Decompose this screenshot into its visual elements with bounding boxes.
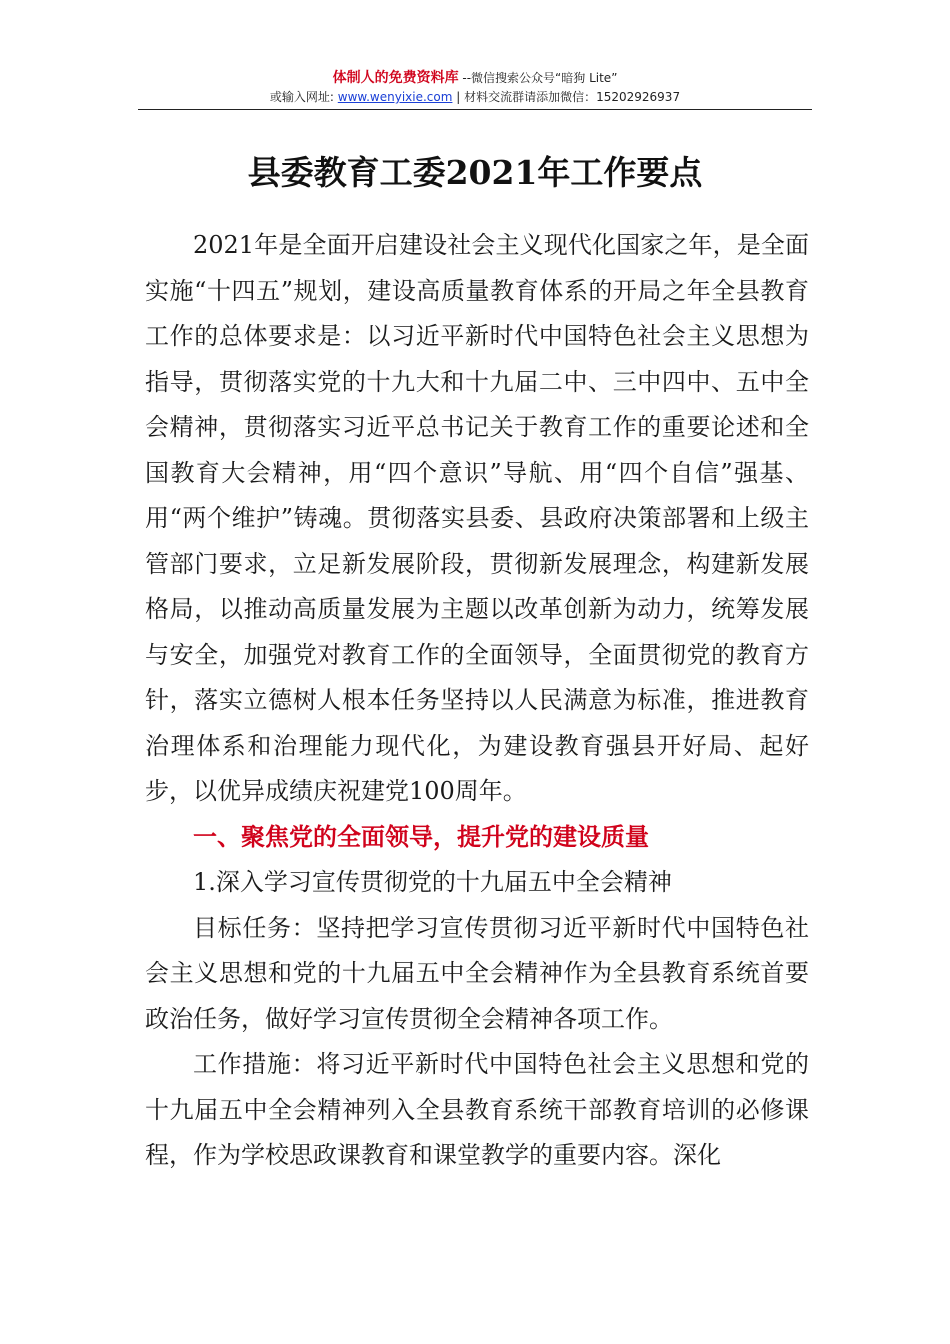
header-contact: | 材料交流群请添加微信：15202926937	[452, 90, 681, 104]
measures-paragraph: 工作措施：将习近平新时代中国特色社会主义思想和党的十九届五中全会精神列入全县教育系统干部教育培训的必修课程，作为学校思政课教育和课堂教学的重要内容。深化	[145, 1050, 809, 1169]
header-website-link[interactable]: www.wenyixie.com	[337, 90, 453, 104]
section-heading-1: 一、聚焦党的全面领导，提升党的建设质量	[193, 822, 649, 851]
item-heading-1: 1.深入学习宣传贯彻党的十九届五中全会精神	[193, 868, 672, 896]
header-url-prefix: 或输入网址:	[269, 90, 338, 104]
document-title: 县委教育工委2021年工作要点	[247, 153, 703, 192]
header-line-2	[0, 88, 950, 106]
header-line-1	[0, 68, 950, 88]
header-note: --微信搜索公众号“暗狗 Lite”	[458, 71, 618, 85]
page-header	[0, 68, 950, 106]
header-brand: 体制人的免费资料库	[332, 70, 459, 86]
target-paragraph: 目标任务：坚持把学习宣传贯彻习近平新时代中国特色社会主义思想和党的十九届五中全会精神作为全县教育系统首要政治任务，做好学习宣传贯彻全会精神各项工作。	[145, 913, 809, 1033]
header-divider	[138, 109, 812, 110]
document-body	[145, 223, 809, 1179]
intro-paragraph: 2021年是全面开启建设社会主义现代化国家之年，是全面实施“十四五”规划，建设高质量教育体系的开局之年全县教育工作的总体要求是：以习近平新时代中国特色社会主义思想为指导，贯彻落实党的十九大和十九届二中、三中四中、五中全会精神，贯彻落实习近平总书记关于教育工作的重要论述和全国教育大会精神，用“四个意识”导航、用“四个自信”强基、用“两个维护”铸魂。贯彻落实县委、县政府决策部署和上级主管部门要求，立足新发展阶段，贯彻新发展理念，构建新发展格局，以推动高质量发展为主题以改革创新为动力，统筹发展与安全，加强党对教育工作的全面领导，全面贯彻党的教育方针，落实立德树人根本任务坚持以人民满意为标准，推进教育治理体系和治理能力现代化，为建设教育强县开好局、起好步，以优异成绩庆祝建党100周年。	[145, 231, 809, 805]
